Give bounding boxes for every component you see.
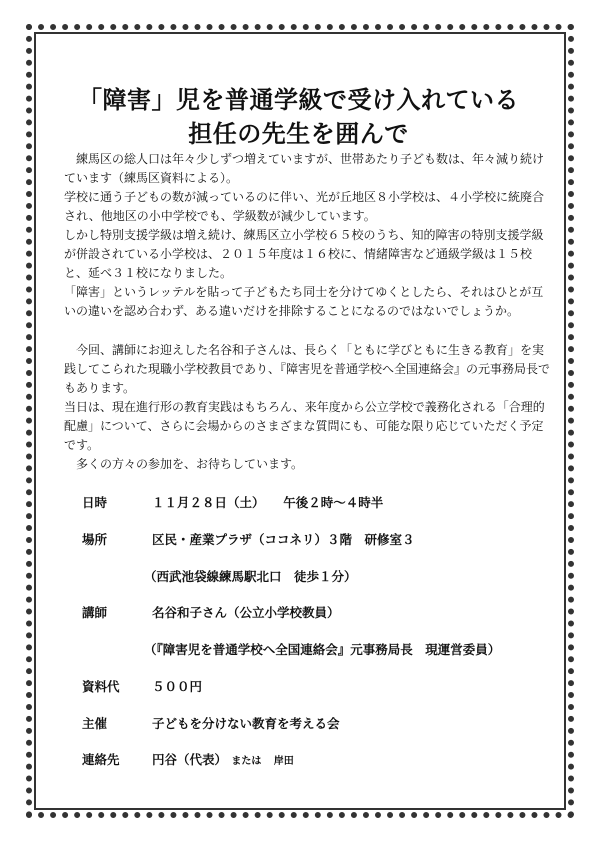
speaker-value: 名谷和子さん（公立小学校教員） <box>152 605 340 620</box>
organizer-label: 主催 <box>82 716 108 731</box>
date-row <box>82 493 383 511</box>
paragraph: 練馬区の総人口は年々少しずつ増えていますが、世帯あたり子ども数は、年々減り続けています（練馬区資料による）。 <box>64 152 545 185</box>
paragraph: 当日は、現在進行形の教育実践はもちろん、来年度から公立学校で義務化される「合理的配慮」について、さらに会場からのさまざまな質問にも、可能な限り応じていただく予定です。 <box>64 400 545 452</box>
page-title-line-2: 担任の先生を囲んで <box>188 120 409 148</box>
fee-value: ５００円 <box>152 679 203 694</box>
organizer-row <box>82 714 340 732</box>
paragraph: 「障害」というレッテルを貼って子どもたち同士を分けてゆくとしたら、それはひとが互いの違いを認め合わず、ある違いだけを排除することになるのではないでしょうか。 <box>64 285 544 318</box>
fee-row <box>82 677 202 695</box>
contact-value: 円谷（代表） <box>152 752 228 767</box>
contact-label: 連絡先 <box>82 752 120 767</box>
date-label: 日時 <box>82 495 108 510</box>
contact-alt: 岸田 <box>273 756 294 767</box>
date-value: １１月２８日（土） 午後２時～４時半 <box>152 495 384 510</box>
contact-row <box>82 750 294 768</box>
paragraph: 学校に通う子どもの数が減っているのに伴い、光が丘地区８小学校は、４小学校に統廃合され、他地区の小中学校でも、学級数が減少しています。 <box>64 190 545 223</box>
paragraph: 多くの方々の参加を、お待ちしています。 <box>76 457 304 471</box>
place-access: （西武池袋線練馬駅北口 徒歩１分） <box>144 569 357 584</box>
organizer-value: 子どもを分けない教育を考える会 <box>152 716 340 731</box>
place-value: 区民・産業プラザ（ココネリ）３階 研修室３ <box>152 532 415 547</box>
paragraph: しかし特別支援学級は増え続け、練馬区立小学校６５校のうち、知的障害の特別支援学級が併設されている小学校は、２０１５年度は１６校に、情緒障害など通級学級は１５校と、延べ３１校になりました。 <box>64 228 544 280</box>
place-row <box>82 530 415 548</box>
page-title-line-1: 「障害」児を普通学級で受け入れている <box>78 86 519 114</box>
paragraph: 今回、講師にお迎えした名谷和子さんは、長らく「ともに学びともに生きる教育」を実践してこられた現職小学校教員であり、『障害児を普通学校へ全国連絡会』の元事務局長でもあります。 <box>64 343 551 395</box>
contact-or: または <box>231 756 262 767</box>
body-text <box>64 150 550 474</box>
speaker-label: 講師 <box>82 605 108 620</box>
speaker-row <box>82 603 340 621</box>
place-label: 場所 <box>82 532 108 547</box>
speaker-note: （『障害児を普通学校へ全国連絡会』元事務局長 現運営委員） <box>144 642 501 657</box>
fee-label: 資料代 <box>82 679 120 694</box>
